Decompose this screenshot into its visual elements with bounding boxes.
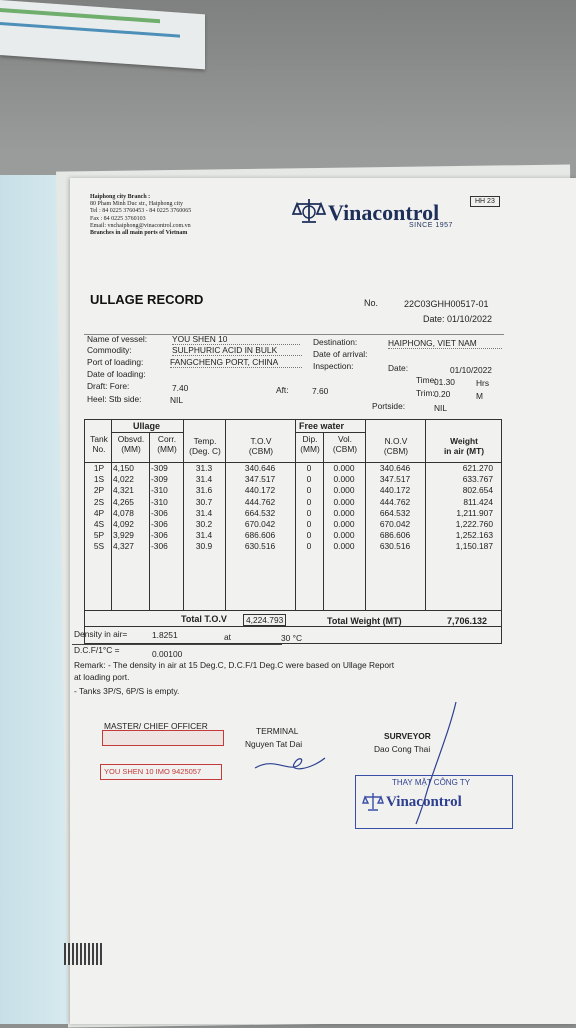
cell-vol: 0.000 [333,496,355,507]
cell-obsvd: 4,321 [113,485,134,496]
cell-tov: 347.517 [244,474,276,485]
cell-corr: -309 [151,474,168,485]
heel-label: Heel: Stb side: [87,394,142,404]
doc-date: Date: 01/10/2022 [423,314,493,324]
cell-temp: 30.7 [195,496,213,507]
cell-tank: 5P [93,530,105,541]
cell-tov: 630.516 [244,541,276,552]
cell-tov: 664.532 [244,507,276,518]
cell-nov: 670.042 [379,519,411,529]
cell-tank: 1P [93,463,105,473]
col-obsvd: Obsvd. (MM) [117,434,145,454]
cell-dip: 0 [306,530,312,541]
col-nov: N.O.V (CBM) [383,436,409,456]
remark-2: at loading port. [74,672,130,682]
cell-nov: 444.762 [379,496,411,507]
cell-corr: -306 [151,530,168,541]
dcf-label: D.C.F/1°C = [74,645,120,655]
cell-tank: 5S [93,541,105,552]
cell-temp: 30.9 [195,541,213,552]
cell-nov: 664.532 [379,507,411,518]
cell-tank: 4P [93,507,105,518]
cell-weight: 802.654 [462,485,493,496]
cell-corr: -309 [151,463,168,473]
doc-no-value: 22C03GHH00517-01 [404,299,489,309]
cell-obsvd: 4,150 [113,463,134,473]
dcf-value: 0.00100 [152,649,183,659]
branch-address: Haiphong city Branch : 80 Pham Minh Duc str., Haiphong city Tel : 84 0225 3760453 - 84 0225 3760065 Fax : 84 0225 3760103 Email: vnchaiphong@vinacontrol.com.vn Branches in all main ports of Vietnam [90,194,192,237]
vessel-name-value: YOU SHEN 10 [172,334,300,345]
port-loading-value: FANGCHENG PORT, CHINA [170,357,302,368]
cell-obsvd: 4,092 [113,519,134,529]
density-value: 1.8251 [152,630,178,640]
date-loading-label: Date of loading: [87,369,146,379]
inspection-label: Inspection: [313,361,354,371]
table-row [85,485,501,496]
cell-vol: 0.000 [333,474,355,485]
col-vol: Vol. (CBM) [332,434,358,454]
ship-stamp-top [102,730,224,746]
arrival-label: Date of arrival: [313,349,368,359]
commodity-value: SULPHURIC ACID IN BULK [172,345,302,356]
cell-tov: 686.606 [244,530,276,541]
qr-code [64,943,102,965]
inspection-date-label: Date: [388,363,409,373]
cell-obsvd: 3,929 [113,530,134,541]
remark-1: Remark: - The density in air at 15 Deg.C, D.C.F/1 Deg.C were based on Ullage Report [74,660,395,670]
form-code: HH 23 [470,196,500,207]
remark-3: - Tanks 3P/S, 6P/S is empty. [74,686,180,696]
since-year: SINCE 1957 [409,222,453,229]
destination-value: HAIPHONG, VIET NAM [388,338,502,349]
cell-temp: 31.6 [195,485,213,496]
cell-weight: 811.424 [463,496,493,507]
cell-vol: 0.000 [333,541,355,552]
time-label: Time: [416,375,437,385]
table-row [85,519,501,530]
group-ullage: Ullage [133,421,161,431]
draft-fore-label: Draft: Fore: [87,381,130,391]
heel-value: NIL [170,395,184,405]
cell-tank: 2S [93,496,105,507]
cell-dip: 0 [306,463,312,473]
cell-weight: 1,150.187 [455,541,493,552]
time-unit: Hrs [476,378,490,388]
cell-corr: -306 [151,541,168,552]
at-label: at [224,632,231,642]
vessel-name-label: Name of vessel: [87,334,148,344]
cell-nov: 347.517 [379,474,411,485]
draft-aft-value: 7.60 [312,386,329,396]
cell-tov: 444.762 [244,496,276,507]
cell-nov: 630.516 [379,541,411,552]
cell-weight: 633.767 [462,474,493,485]
draft-fore-value: 7.40 [172,383,189,393]
stamp-scale-icon [362,792,384,817]
terminal-name: Nguyen Tat Dai [245,739,303,749]
cell-dip: 0 [306,541,312,552]
cell-tank: 2P [93,485,105,496]
total-tov-value: 4,224.793 [243,614,286,626]
cell-vol: 0.000 [333,507,355,518]
cell-nov: 440.172 [379,485,411,496]
cell-vol: 0.000 [333,463,355,473]
cell-vol: 0.000 [333,519,355,529]
inspection-date-value: 01/10/2022 [450,365,492,375]
col-weight: Weight in air (MT) [443,436,484,456]
doc-no-label: No. [364,298,379,308]
portside-label: Portside: [372,401,406,411]
cell-temp: 30.2 [195,519,213,529]
company-stamp: THAY MẶT CÔNG TY Vinacontrol [355,775,513,829]
cell-temp: 31.4 [195,507,213,518]
ullage-table [84,419,502,644]
ship-stamp: YOU SHEN 10 IMO 9425057 [100,764,222,780]
cell-obsvd: 4,078 [113,507,134,518]
cell-tov: 670.042 [244,519,276,529]
cell-weight: 621.270 [462,463,493,473]
density-temp: 30 °C [281,633,303,643]
cell-dip: 0 [306,519,312,529]
cell-obsvd: 4,327 [113,541,134,552]
cell-weight: 1,252.163 [455,530,493,541]
master-label: MASTER/ CHIEF OFFICER [104,721,208,731]
commodity-label: Commodity: [87,345,132,355]
table-row [85,497,501,508]
cell-temp: 31.4 [195,530,213,541]
trim-unit: M [476,391,483,401]
cell-dip: 0 [306,474,312,485]
col-corr: Corr. (MM) [157,434,177,454]
page-title: ULLAGE RECORD [90,292,204,307]
cell-obsvd: 4,265 [113,496,134,507]
col-tank: Tank No. [90,434,108,454]
col-temp: Temp. (Deg. C) [189,436,221,456]
cell-weight: 1,222.760 [455,519,493,529]
cell-nov: 340.646 [379,463,411,473]
density-label: Density in air= [74,629,128,639]
cell-obsvd: 4,022 [113,474,134,485]
cell-vol: 0.000 [333,485,355,496]
terminal-signature [250,746,330,776]
col-dip: Dip. (MM) [300,434,320,454]
cell-vol: 0.000 [333,530,355,541]
cell-weight: 1,211.907 [456,507,493,518]
cell-dip: 0 [306,496,312,507]
table-row [85,530,501,541]
table-row [85,463,501,474]
cell-temp: 31.4 [195,474,213,485]
surveyor-label: SURVEYOR [384,731,431,741]
time-value: 01.30 [434,377,455,387]
trim-label: Trim: [416,388,435,398]
cell-corr: -306 [151,507,168,518]
cell-corr: -310 [151,496,168,507]
table-row [85,541,501,552]
group-free-water: Free water [299,421,345,431]
draft-aft-label: Aft: [276,385,289,395]
table-row [85,508,501,519]
cell-tov: 440.172 [244,485,276,496]
cell-temp: 31.3 [195,463,213,473]
total-tov-label: Total T.O.V [181,614,227,624]
port-loading-label: Port of loading: [87,357,144,367]
surveyor-name: Dao Cong Thai [374,744,431,754]
cell-tov: 340.646 [244,463,276,473]
cell-dip: 0 [306,485,312,496]
portside-value: NIL [434,403,448,413]
table-row [85,474,501,485]
destination-label: Destination: [313,337,358,347]
cell-corr: -310 [151,485,168,496]
cell-tank: 1S [93,474,105,485]
ullage-record-sheet [70,178,576,1024]
terminal-label: TERMINAL [256,726,299,736]
total-weight-value: 7,706.132 [447,616,488,626]
total-weight-label: Total Weight (MT) [327,616,402,626]
cell-tank: 4S [93,519,105,529]
trim-value: 0.20 [434,389,451,399]
cell-corr: -306 [151,519,168,529]
scale-logo-icon [292,197,326,230]
cell-nov: 686.606 [379,530,411,541]
brand-name: Vinacontrol [328,200,440,225]
cell-dip: 0 [306,507,312,518]
col-tov: T.O.V (CBM) [248,436,274,456]
